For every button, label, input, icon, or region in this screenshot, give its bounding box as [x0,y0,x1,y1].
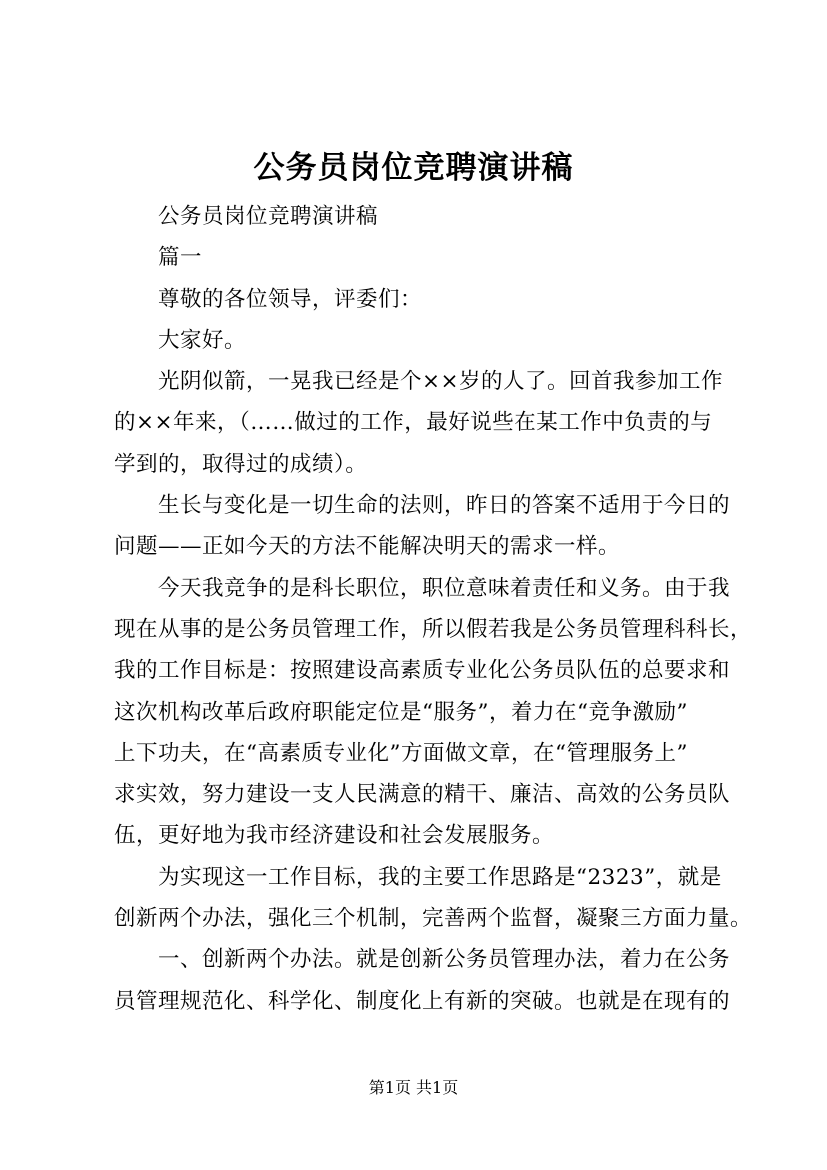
paragraph-line: 为实现这一工作目标，我的主要工作思路是“2323”，就是 [158,864,722,890]
paragraph-line: 尊敬的各位领导，评委们： [158,286,423,312]
paragraph-line: 生长与变化是一切生命的法则，昨日的答案不适用于今日的 [158,493,731,519]
paragraph-line: 上下功夫，在“高素质专业化”方面做文章，在“管理服务上” [114,740,688,766]
paragraph-line: 求实效，努力建设一支人民满意的精干、廉洁、高效的公务员队 [114,782,731,808]
paragraph-line: 我的工作目标是：按照建设高素质专业化公务员队伍的总要求和 [114,658,731,684]
document-body [114,196,753,1022]
document-title: 公务员岗位竞聘演讲稿 [253,150,574,186]
page-footer: 第1页 共1页 [368,1078,459,1097]
paragraph-line: 伍，更好地为我市经济建设和社会发展服务。 [114,823,555,849]
paragraph-line: 员管理规范化、科学化、制度化上有新的突破。也就是在现有的 [114,988,731,1014]
paragraph-line: 今天我竞争的是科长职位，职位意味着责任和义务。由于我 [158,575,731,601]
paragraph-line: 问题——正如今天的方法不能解决明天的需求一样。 [114,534,621,560]
paragraph-line: 这次机构改革后政府职能定位是“服务”，着力在“竞争激励” [114,699,688,725]
paragraph-line: 的××年来，（……做过的工作，最好说些在某工作中负责的与 [114,410,713,436]
paragraph-line: 现在从事的是公务员管理工作，所以假若我是公务员管理科科长， [114,616,753,642]
paragraph-line: 一、创新两个办法。就是创新公务员管理办法，着力在公务 [158,947,731,973]
paragraph-line: 公务员岗位竞聘演讲稿 [158,204,379,229]
paragraph-line: 光阴似箭，一晃我已经是个××岁的人了。回首我参加工作 [158,369,724,395]
paragraph-line: 创新两个办法，强化三个机制，完善两个监督，凝聚三方面力量。 [114,906,753,932]
paragraph-line: 篇一 [158,245,203,271]
paragraph-line: 学到的，取得过的成绩）。 [114,451,368,477]
paragraph-line: 大家好。 [158,327,247,353]
